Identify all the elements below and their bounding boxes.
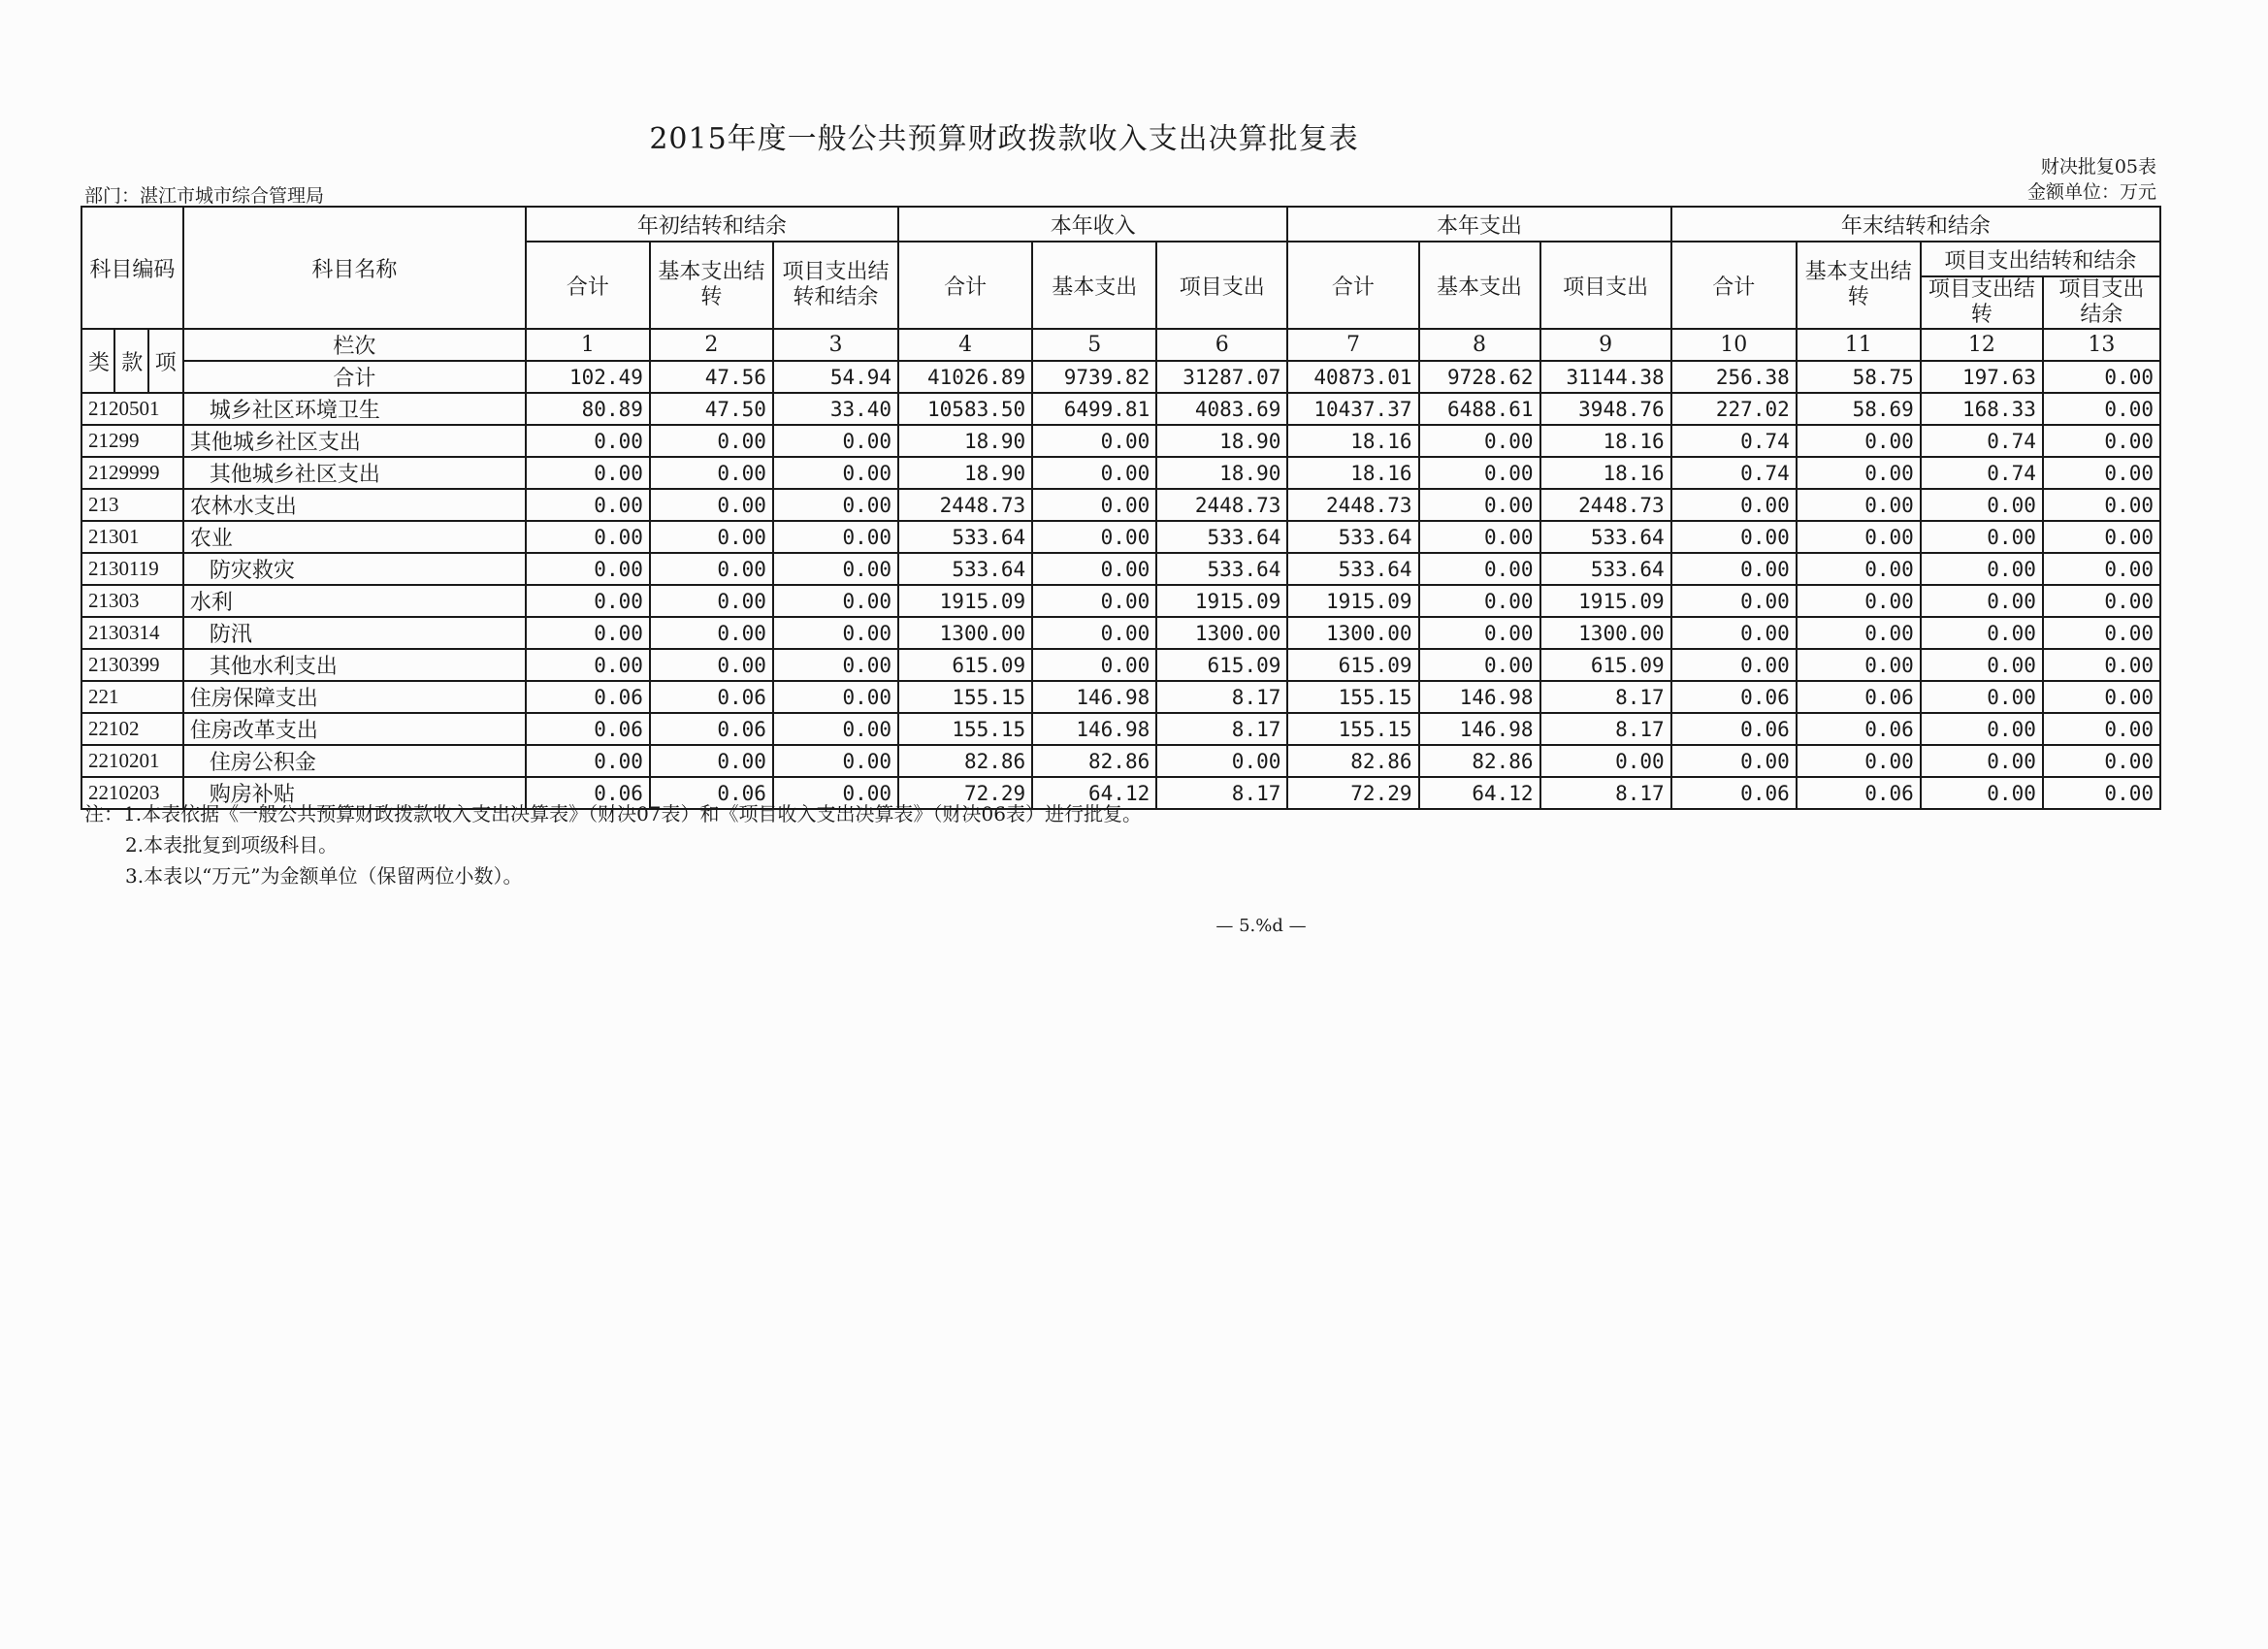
cell-value: 0.00 (2043, 489, 2160, 521)
cell-value: 0.00 (1419, 457, 1540, 489)
cell-value: 0.00 (773, 617, 898, 649)
cell-value: 533.64 (1287, 553, 1418, 585)
cell-value: 0.00 (2043, 393, 2160, 425)
table-row (81, 585, 2160, 617)
column-number: 8 (1419, 329, 1540, 361)
header-group-income: 本年收入 (898, 207, 1287, 242)
cell-value: 0.00 (526, 553, 650, 585)
total-value: 9739.82 (1032, 361, 1156, 393)
cell-value: 0.00 (1032, 649, 1156, 681)
column-number: 9 (1540, 329, 1671, 361)
total-label: 合计 (183, 361, 526, 393)
cell-value: 0.00 (2043, 521, 2160, 553)
cell-value: 0.00 (1921, 681, 2043, 713)
table-row (81, 425, 2160, 457)
cell-value: 0.00 (526, 521, 650, 553)
cell-value: 18.16 (1287, 457, 1418, 489)
cell-value: 1915.09 (898, 585, 1032, 617)
cell-value: 0.00 (773, 681, 898, 713)
cell-value: 0.00 (773, 745, 898, 777)
cell-value: 533.64 (898, 521, 1032, 553)
cell-value: 0.00 (1797, 521, 1921, 553)
table-row (81, 745, 2160, 777)
table-row (81, 713, 2160, 745)
cell-value: 6488.61 (1419, 393, 1540, 425)
total-value: 41026.89 (898, 361, 1032, 393)
table-body (81, 329, 2160, 393)
cell-value: 0.00 (526, 617, 650, 649)
cell-value: 0.06 (1797, 681, 1921, 713)
amount-unit-label: 金额单位：万元 (2026, 181, 2156, 203)
cell-value: 0.00 (773, 425, 898, 457)
cell-value: 146.98 (1419, 713, 1540, 745)
note-1: 注：1.本表依据《一般公共预算财政拨款收入支出决算表》（财决07表）和《项目收入支出决算表》（财决06表）进行批复。 (84, 802, 1142, 825)
table-data-rows (81, 393, 2160, 809)
subject-name: 住房公积金 (183, 745, 526, 777)
cell-value: 1915.09 (1156, 585, 1287, 617)
subject-name: 其他水利支出 (183, 649, 526, 681)
header-col-8: 基本支出 (1419, 242, 1540, 329)
total-value: 40873.01 (1287, 361, 1418, 393)
column-number: 7 (1287, 329, 1418, 361)
cell-value: 0.00 (650, 649, 773, 681)
header-col-10: 合计 (1671, 242, 1797, 329)
cell-value: 64.12 (1419, 777, 1540, 809)
cell-value: 155.15 (1287, 681, 1418, 713)
cell-value: 0.00 (1921, 521, 2043, 553)
cell-value: 1300.00 (1287, 617, 1418, 649)
cell-value: 0.00 (1671, 585, 1797, 617)
cell-value: 0.00 (650, 425, 773, 457)
cell-value: 0.00 (773, 585, 898, 617)
cell-value: 8.17 (1540, 681, 1671, 713)
column-number: 10 (1671, 329, 1797, 361)
header-kuan: 款 (114, 329, 147, 393)
cell-value: 0.00 (2043, 777, 2160, 809)
cell-value: 0.06 (1797, 777, 1921, 809)
cell-value: 0.00 (1156, 745, 1287, 777)
cell-value: 0.00 (1419, 617, 1540, 649)
cell-value: 0.00 (1032, 553, 1156, 585)
cell-value: 82.86 (1032, 745, 1156, 777)
cell-value: 0.00 (1921, 489, 2043, 521)
table-row (81, 457, 2160, 489)
header-subject-name: 科目名称 (183, 207, 526, 329)
cell-value: 80.89 (526, 393, 650, 425)
cell-value: 1300.00 (898, 617, 1032, 649)
cell-value: 0.00 (1540, 745, 1671, 777)
cell-value: 0.00 (526, 745, 650, 777)
table-row (81, 553, 2160, 585)
cell-value: 1915.09 (1540, 585, 1671, 617)
cell-value: 33.40 (773, 393, 898, 425)
cell-value: 0.06 (526, 713, 650, 745)
cell-value: 0.00 (2043, 617, 2160, 649)
cell-value: 0.00 (526, 585, 650, 617)
table-row (81, 393, 2160, 425)
cell-value: 0.00 (1032, 617, 1156, 649)
cell-value: 18.16 (1540, 425, 1671, 457)
cell-value: 0.00 (2043, 649, 2160, 681)
cell-value: 0.00 (1032, 585, 1156, 617)
total-value: 0.00 (2043, 361, 2160, 393)
header-col-4: 合计 (898, 242, 1032, 329)
cell-value: 0.00 (1419, 521, 1540, 553)
cell-value: 0.06 (650, 681, 773, 713)
cell-value: 1300.00 (1156, 617, 1287, 649)
header-subject-code: 科目编码 (81, 207, 183, 329)
subject-name: 防灾救灾 (183, 553, 526, 585)
note-3: 3.本表以“万元”为金额单位（保留两位小数）。 (125, 864, 523, 888)
header-col-2: 基本支出结转 (650, 242, 773, 329)
cell-value: 0.00 (773, 457, 898, 489)
cell-value: 4083.69 (1156, 393, 1287, 425)
cell-value: 0.00 (1797, 425, 1921, 457)
cell-value: 0.00 (650, 617, 773, 649)
total-value: 256.38 (1671, 361, 1797, 393)
cell-value: 0.06 (1671, 681, 1797, 713)
cell-value: 155.15 (1287, 713, 1418, 745)
table-row (81, 489, 2160, 521)
cell-value: 0.00 (1671, 649, 1797, 681)
column-number: 4 (898, 329, 1032, 361)
cell-value: 0.74 (1921, 457, 2043, 489)
subject-name: 住房改革支出 (183, 713, 526, 745)
cell-value: 0.00 (1797, 649, 1921, 681)
header-col-12: 项目支出结转 (1921, 276, 2043, 329)
page-number-wrap (0, 916, 2268, 936)
header-col-7: 合计 (1287, 242, 1418, 329)
subject-code: 2130119 (81, 553, 183, 585)
cell-value: 0.00 (2043, 553, 2160, 585)
cell-value: 615.09 (1540, 649, 1671, 681)
cell-value: 0.00 (1419, 649, 1540, 681)
subject-code: 21303 (81, 585, 183, 617)
cell-value: 533.64 (1156, 553, 1287, 585)
subject-code: 2130314 (81, 617, 183, 649)
cell-value: 0.00 (1797, 617, 1921, 649)
column-row-label: 栏次 (183, 329, 526, 361)
table-header (81, 207, 2160, 329)
cell-value: 146.98 (1419, 681, 1540, 713)
cell-value: 615.09 (1287, 649, 1418, 681)
cell-value: 0.00 (1671, 745, 1797, 777)
subject-name: 水利 (183, 585, 526, 617)
notes (84, 798, 1142, 891)
cell-value: 10583.50 (898, 393, 1032, 425)
subject-code: 2210201 (81, 745, 183, 777)
column-number: 1 (526, 329, 650, 361)
header-col-5: 基本支出 (1032, 242, 1156, 329)
cell-value: 0.06 (526, 681, 650, 713)
cell-value: 18.90 (1156, 457, 1287, 489)
subject-name: 其他城乡社区支出 (183, 425, 526, 457)
cell-value: 0.00 (1671, 553, 1797, 585)
total-value: 31144.38 (1540, 361, 1671, 393)
subject-code: 221 (81, 681, 183, 713)
cell-value: 1915.09 (1287, 585, 1418, 617)
total-value: 102.49 (526, 361, 650, 393)
subject-name: 其他城乡社区支出 (183, 457, 526, 489)
cell-value: 0.00 (2043, 457, 2160, 489)
cell-value: 0.00 (1671, 617, 1797, 649)
cell-value: 0.00 (650, 489, 773, 521)
cell-value: 0.00 (2043, 585, 2160, 617)
cell-value: 0.00 (526, 649, 650, 681)
cell-value: 8.17 (1540, 713, 1671, 745)
cell-value: 8.17 (1540, 777, 1671, 809)
cell-value: 0.00 (1921, 617, 2043, 649)
cell-value: 8.17 (1156, 681, 1287, 713)
header-col-project-group: 项目支出结转和结余 (1921, 242, 2160, 276)
column-number: 6 (1156, 329, 1287, 361)
cell-value: 0.00 (1797, 457, 1921, 489)
cell-value: 6499.81 (1032, 393, 1156, 425)
cell-value: 0.00 (1419, 425, 1540, 457)
table-row (81, 649, 2160, 681)
cell-value: 533.64 (898, 553, 1032, 585)
cell-value: 0.00 (526, 425, 650, 457)
header-col-1: 合计 (526, 242, 650, 329)
cell-value: 18.90 (1156, 425, 1287, 457)
subject-name: 住房保障支出 (183, 681, 526, 713)
cell-value: 0.74 (1921, 425, 2043, 457)
cell-value: 2448.73 (1540, 489, 1671, 521)
cell-value: 0.06 (650, 713, 773, 745)
cell-value: 2448.73 (898, 489, 1032, 521)
cell-value: 0.00 (650, 521, 773, 553)
header-col-9: 项目支出 (1540, 242, 1671, 329)
cell-value: 47.50 (650, 393, 773, 425)
cell-value: 0.00 (650, 585, 773, 617)
cell-value: 72.29 (1287, 777, 1418, 809)
header-col-6: 项目支出 (1156, 242, 1287, 329)
column-number: 13 (2043, 329, 2160, 361)
cell-value: 533.64 (1156, 521, 1287, 553)
cell-value: 0.00 (1921, 649, 2043, 681)
cell-value: 0.00 (1797, 585, 1921, 617)
subject-code: 2210203 (81, 777, 183, 809)
cell-value: 0.00 (1419, 489, 1540, 521)
cell-value: 0.00 (1797, 553, 1921, 585)
total-value: 54.94 (773, 361, 898, 393)
cell-value: 533.64 (1540, 521, 1671, 553)
subject-name: 农业 (183, 521, 526, 553)
cell-value: 0.00 (1921, 553, 2043, 585)
column-number: 12 (1921, 329, 2043, 361)
cell-value: 227.02 (1671, 393, 1797, 425)
cell-value: 146.98 (1032, 681, 1156, 713)
cell-value: 2448.73 (1156, 489, 1287, 521)
header-xiang: 项 (148, 329, 183, 393)
subject-code: 22102 (81, 713, 183, 745)
table-row (81, 521, 2160, 553)
cell-value: 10437.37 (1287, 393, 1418, 425)
cell-value: 615.09 (898, 649, 1032, 681)
cell-value: 0.06 (650, 777, 773, 809)
subject-name: 防汛 (183, 617, 526, 649)
column-number: 11 (1797, 329, 1921, 361)
header-group-opening: 年初结转和结余 (526, 207, 898, 242)
column-number: 5 (1032, 329, 1156, 361)
cell-value: 533.64 (1540, 553, 1671, 585)
total-value: 9728.62 (1419, 361, 1540, 393)
cell-value: 0.74 (1671, 457, 1797, 489)
cell-value: 58.69 (1797, 393, 1921, 425)
cell-value: 0.00 (773, 553, 898, 585)
note-2: 2.本表批复到项级科目。 (125, 833, 339, 857)
column-number: 3 (773, 329, 898, 361)
cell-value: 0.00 (2043, 681, 2160, 713)
cell-value: 0.00 (1671, 521, 1797, 553)
table-row (81, 681, 2160, 713)
cell-value: 155.15 (898, 681, 1032, 713)
cell-value: 0.00 (650, 745, 773, 777)
subject-code: 2130399 (81, 649, 183, 681)
cell-value: 18.90 (898, 425, 1032, 457)
cell-value: 3948.76 (1540, 393, 1671, 425)
cell-value: 0.00 (650, 553, 773, 585)
total-value: 58.75 (1797, 361, 1921, 393)
cell-value: 0.00 (2043, 745, 2160, 777)
subject-code: 2120501 (81, 393, 183, 425)
cell-value: 0.00 (773, 713, 898, 745)
page-title: 2015年度一般公共预算财政拨款收入支出决算批复表 (649, 122, 1359, 156)
cell-value: 18.16 (1540, 457, 1671, 489)
total-row (81, 361, 2160, 393)
cell-value: 0.00 (526, 489, 650, 521)
cell-value: 0.00 (773, 489, 898, 521)
cell-value: 0.00 (1671, 489, 1797, 521)
cell-value: 0.06 (526, 777, 650, 809)
budget-table (81, 206, 2161, 810)
cell-value: 533.64 (1287, 521, 1418, 553)
header-group-closing: 年末结转和结余 (1671, 207, 2160, 242)
header-col-13: 项目支出结余 (2043, 276, 2160, 329)
cell-value: 0.00 (773, 777, 898, 809)
cell-value: 8.17 (1156, 777, 1287, 809)
total-value: 31287.07 (1156, 361, 1287, 393)
department-label: 部门：湛江市城市综合管理局 (84, 185, 325, 207)
cell-value: 18.16 (1287, 425, 1418, 457)
cell-value: 0.00 (1921, 745, 2043, 777)
cell-value: 2448.73 (1287, 489, 1418, 521)
cell-value: 82.86 (1419, 745, 1540, 777)
cell-value: 8.17 (1156, 713, 1287, 745)
cell-value: 0.74 (1671, 425, 1797, 457)
cell-value: 146.98 (1032, 713, 1156, 745)
cell-value: 0.00 (1032, 521, 1156, 553)
cell-value: 0.00 (1797, 489, 1921, 521)
header-col-3: 项目支出结转和结余 (773, 242, 898, 329)
cell-value: 18.90 (898, 457, 1032, 489)
cell-value: 0.00 (1032, 489, 1156, 521)
cell-value: 0.00 (1032, 457, 1156, 489)
subject-name: 购房补贴 (183, 777, 526, 809)
cell-value: 0.06 (1797, 713, 1921, 745)
subject-code: 213 (81, 489, 183, 521)
cell-value: 82.86 (1287, 745, 1418, 777)
cell-value: 0.00 (773, 521, 898, 553)
form-code: 财决批复05表 (2040, 156, 2156, 178)
cell-value: 155.15 (898, 713, 1032, 745)
cell-value: 0.00 (1921, 585, 2043, 617)
cell-value: 0.00 (2043, 713, 2160, 745)
subject-code: 21301 (81, 521, 183, 553)
cell-value: 0.00 (1032, 425, 1156, 457)
cell-value: 0.00 (1419, 553, 1540, 585)
subject-code: 21299 (81, 425, 183, 457)
cell-value: 0.00 (773, 649, 898, 681)
cell-value: 0.00 (1797, 745, 1921, 777)
subject-code: 2129999 (81, 457, 183, 489)
cell-value: 0.00 (650, 457, 773, 489)
subject-name: 农林水支出 (183, 489, 526, 521)
subject-name: 城乡社区环境卫生 (183, 393, 526, 425)
cell-value: 0.00 (526, 457, 650, 489)
cell-value: 0.06 (1671, 713, 1797, 745)
cell-value: 0.06 (1671, 777, 1797, 809)
cell-value: 72.29 (898, 777, 1032, 809)
page-number: — 5.%d — (1215, 916, 1307, 936)
column-number: 2 (650, 329, 773, 361)
cell-value: 64.12 (1032, 777, 1156, 809)
header-group-expense: 本年支出 (1287, 207, 1670, 242)
cell-value: 0.00 (1419, 585, 1540, 617)
column-number-row (81, 329, 2160, 361)
cell-value: 0.00 (1921, 777, 2043, 809)
cell-value: 1300.00 (1540, 617, 1671, 649)
total-value: 47.56 (650, 361, 773, 393)
cell-value: 168.33 (1921, 393, 2043, 425)
header-col-11: 基本支出结转 (1797, 242, 1921, 329)
total-value: 197.63 (1921, 361, 2043, 393)
cell-value: 0.00 (1921, 713, 2043, 745)
cell-value: 82.86 (898, 745, 1032, 777)
table-row (81, 617, 2160, 649)
cell-value: 0.00 (2043, 425, 2160, 457)
header-lei: 类 (81, 329, 114, 393)
cell-value: 615.09 (1156, 649, 1287, 681)
